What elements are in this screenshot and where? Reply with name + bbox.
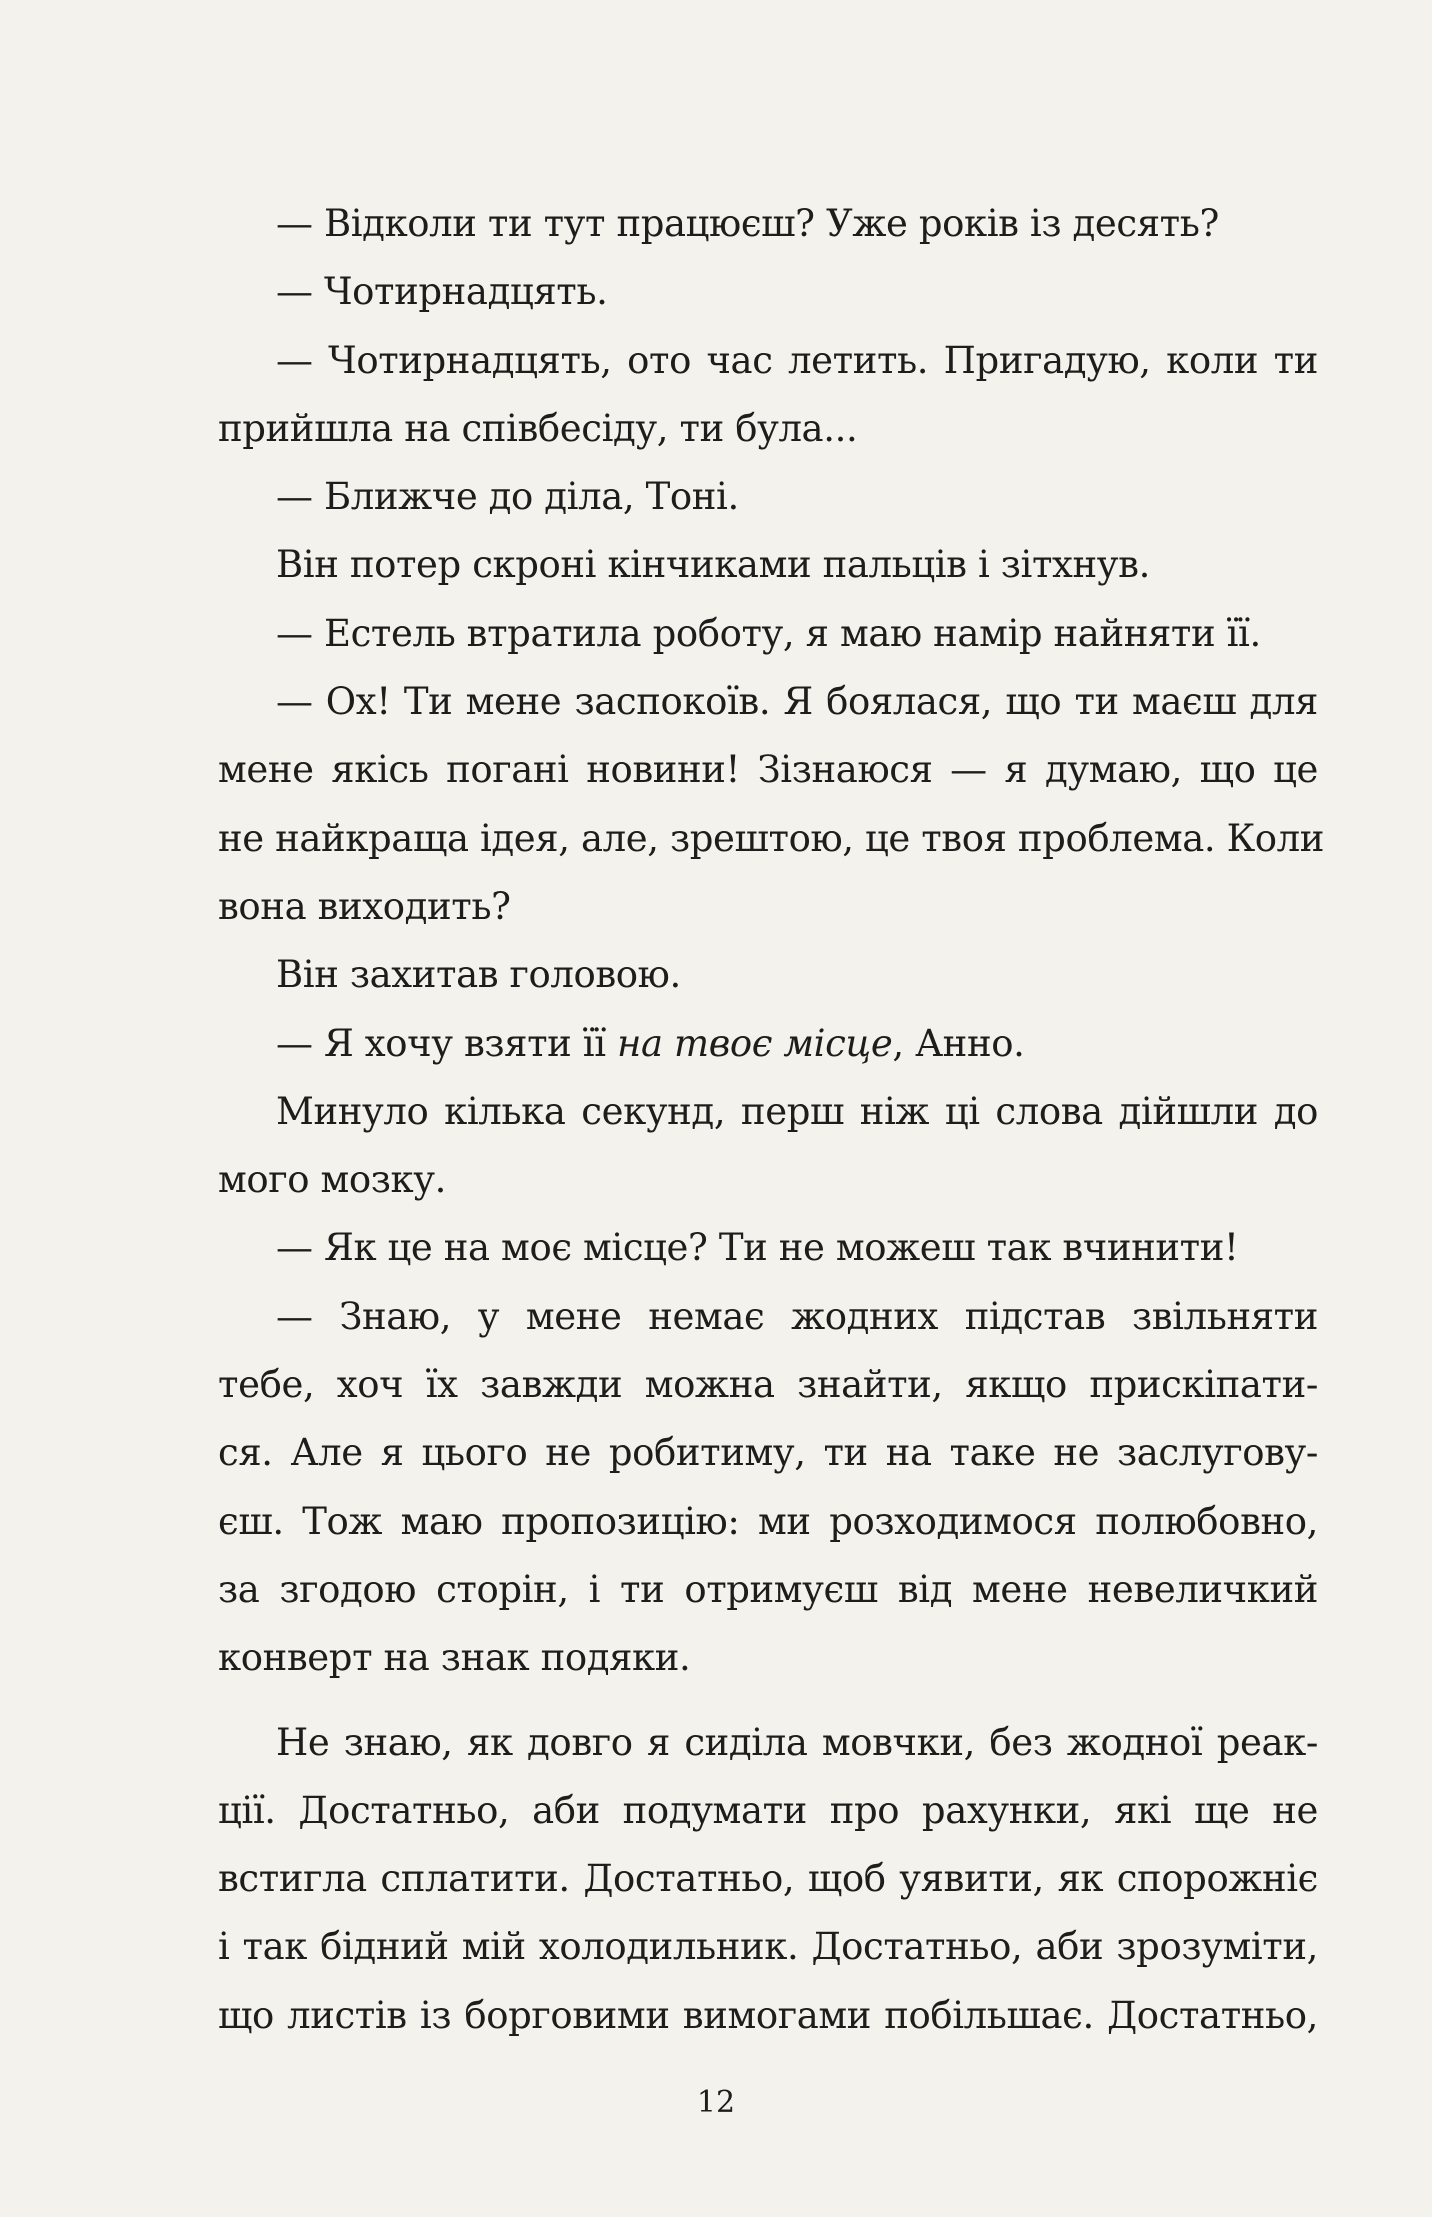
text-line: за згодою сторін, і ти отримуєш від мене невеличкий	[218, 1567, 1318, 1611]
dialogue-line: — Чотирнадцять.	[276, 270, 608, 314]
text-line: ції. Достатньо, аби подумати про рахунки, які ще не	[218, 1788, 1318, 1832]
text-run: , Анно.	[892, 1021, 1025, 1065]
text-line: єш. Тож маю пропозицію: ми розходимося полюбовно,	[218, 1499, 1318, 1543]
dialogue-line: — Чотирнадцять, ото час летить. Пригадую, коли ти	[276, 338, 1318, 382]
text-line: прийшла на співбесіду, ти була...	[218, 406, 858, 450]
text-line: Він потер скроні кінчиками пальців і зітхнув.	[276, 543, 1150, 587]
text-line: конверт на знак подяки.	[218, 1636, 691, 1680]
text-line: мого мозку.	[218, 1158, 446, 1202]
text-line: тебе, хоч їх завжди можна знайти, якщо прискіпати-	[218, 1363, 1318, 1407]
dialogue-line: — Відколи ти тут працюєш? Уже років із десять?	[276, 202, 1219, 245]
italic-emphasis: на твоє місце	[617, 1021, 893, 1065]
paragraph-line: Не знаю, як довго я сиділа мовчки, без жодної реак-	[276, 1720, 1318, 1764]
page-body-text	[218, 190, 1325, 2050]
text-line: і так бідний мій холодильник. Достатньо, аби зрозуміти,	[218, 1925, 1318, 1969]
page-number: 12	[696, 2085, 736, 2120]
dialogue-line: — Естель втратила роботу, я маю намір найняти її.	[276, 611, 1261, 655]
text-line: не найкраща ідея, але, зрештою, це твоя проблема. Коли	[218, 816, 1325, 860]
text-line: Він захитав головою.	[276, 953, 681, 997]
text-line: Минуло кілька секунд, перш ніж ці слова дійшли до	[276, 1089, 1318, 1133]
text-line: ся. Але я цього не робитиму, ти на таке не заслугову-	[218, 1431, 1318, 1475]
dialogue-line: — Ближче до діла, Тоні.	[276, 475, 739, 519]
text-line: вона виходить?	[218, 884, 511, 928]
text-line: мене якісь погані новини! Зізнаюся — я думаю, що це	[218, 748, 1318, 792]
text-run: — Я хочу взяти її	[276, 1021, 618, 1065]
dialogue-line	[218, 1010, 1318, 1078]
dialogue-line: — Знаю, у мене немає жодних підстав звільняти	[276, 1294, 1318, 1338]
text-line: що листів із борговими вимогами побільшає. Достатньо,	[218, 1993, 1318, 2037]
text-line: встигла сплатити. Достатньо, щоб уявити, як спорожніє	[218, 1857, 1318, 1901]
dialogue-line: — Як це на моє місце? Ти не можеш так вчинити!	[276, 1226, 1239, 1270]
dialogue-line: — Ох! Ти мене заспокоїв. Я боялася, що ти маєш для	[276, 680, 1318, 724]
